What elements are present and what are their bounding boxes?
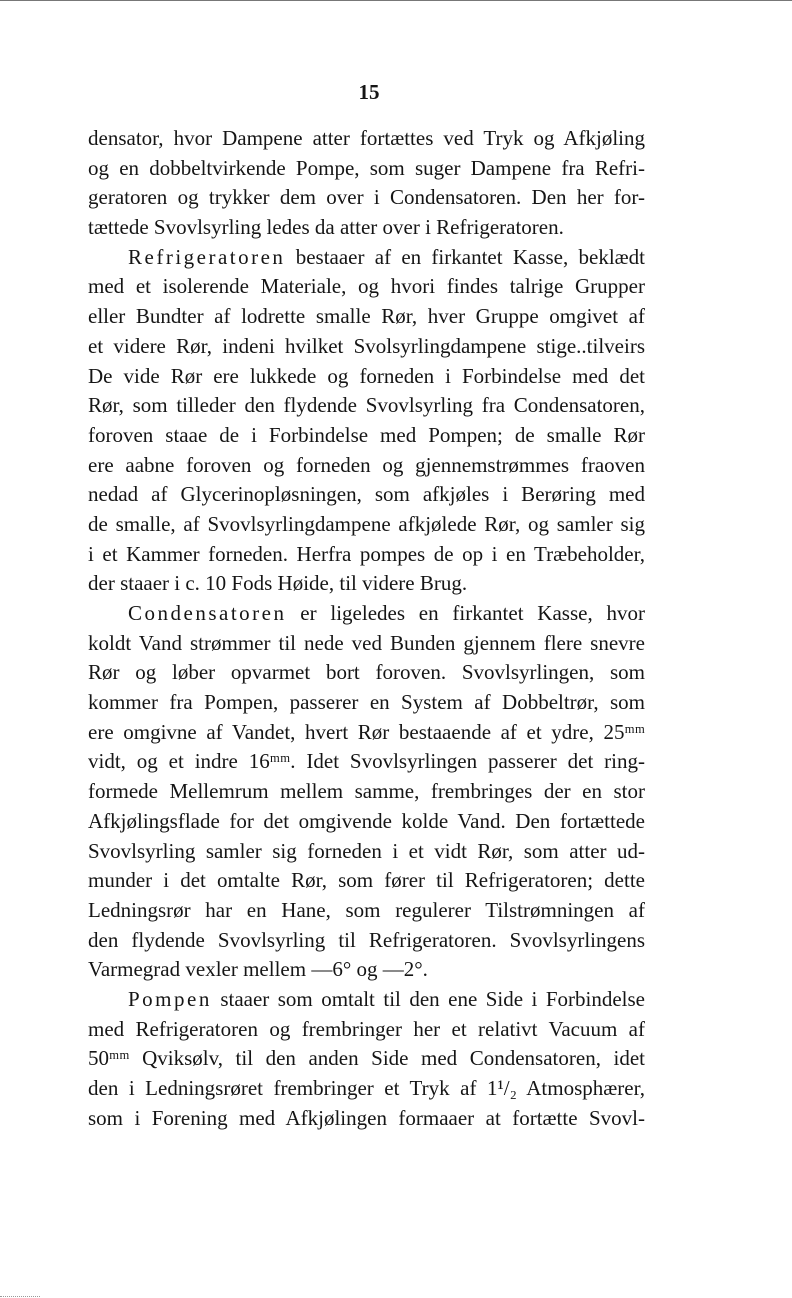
line-text: eller Bundter af lodrette smalle Rør, hver Gruppe omgivet af — [88, 304, 645, 329]
line-text: den i Ledningsrøret frembringer et Tryk af 1¹/₂ Atmosphærer, — [88, 1076, 645, 1100]
text-line — [88, 658, 645, 688]
line-text: nedad af Glycerinopløsningen, som afkjøles i Berøring med — [88, 482, 645, 507]
line-text: 50ᵐᵐ Qviksølv, til den anden Side med Condensatoren, idet — [88, 1046, 645, 1071]
spaced-heading-word: Pompen — [128, 986, 212, 1011]
text-line — [88, 1044, 645, 1074]
line-text: i et Kammer forneden. Herfra pompes de op i en Træbeholder, — [88, 541, 645, 566]
line-text: koldt Vand strømmer til nede ved Bunden gjennem flere snevre — [88, 630, 645, 655]
page-number: 15 — [358, 80, 380, 104]
line-text: med et isolerende Materiale, og hvori findes talrige Grupper — [88, 274, 645, 299]
spaced-heading-word: Condensatoren — [128, 601, 287, 625]
line-text: Afkjølingsflade for det omgivende kolde Vand. Den fortættede — [88, 808, 645, 833]
text-line — [88, 569, 645, 599]
text-line — [88, 391, 645, 421]
line-text: Rør, som tilleder den flydende Svovlsyrling fra Condensatoren, — [88, 393, 645, 418]
line-text: bestaaer af en firkantet Kasse, beklædt — [285, 244, 645, 269]
text-line — [88, 926, 645, 956]
text-line — [88, 807, 645, 837]
line-text: Svovlsyrling samler sig forneden i et vidt Rør, som atter ud- — [88, 838, 645, 863]
line-text: foroven staae de i Forbindelse med Pompen; de smalle Rør — [88, 422, 645, 447]
text-line — [88, 540, 645, 570]
text-line — [88, 985, 645, 1015]
line-text: Rør og løber opvarmet bort foroven. Svovlsyrlingen, som — [88, 660, 645, 685]
line-text: som i Forening med Afkjølingen formaaer at fortætte Svovl- — [88, 1105, 645, 1130]
text-line — [88, 362, 645, 392]
text-line — [88, 599, 645, 629]
text-line — [88, 718, 645, 748]
line-text: Varmegrad vexler mellem —6° og —2°. — [88, 957, 428, 982]
line-text: densator, hvor Dampene atter fortættes ved Tryk og Afkjøling — [88, 126, 645, 150]
text-line — [88, 302, 645, 332]
line-text: ere omgivne af Vandet, hvert Rør bestaaende af et ydre, 25ᵐᵐ — [88, 719, 645, 744]
text-line — [88, 510, 645, 540]
line-text: den flydende Svovlsyrling til Refrigeratoren. Svovlsyrlingens — [88, 927, 645, 952]
line-text: staaer som omtalt til den ene Side i Forbindelse — [211, 986, 645, 1011]
scan-edge-line — [0, 0, 792, 1]
line-text: et videre Rør, indeni hvilket Svolsyrlingdampene stige..tilveirs — [88, 333, 645, 358]
text-line — [88, 213, 645, 243]
body-text — [88, 124, 645, 1133]
text-line — [88, 866, 645, 896]
line-text: formede Mellemrum mellem samme, frembringes der en stor — [88, 779, 645, 804]
line-text: munder i det omtalte Rør, som fører til Refrigeratoren; dette — [88, 868, 645, 893]
text-line — [88, 955, 645, 985]
line-text: er ligeledes en firkantet Kasse, hvor — [286, 601, 645, 625]
line-text: ere aabne foroven og forneden og gjennemstrømmes fraoven — [88, 452, 645, 477]
text-line — [88, 629, 645, 659]
text-line — [88, 688, 645, 718]
line-text: De vide Rør ere lukkede og forneden i Forbindelse med det — [88, 363, 645, 388]
text-line — [88, 124, 645, 154]
text-line — [88, 183, 645, 213]
line-text: kommer fra Pompen, passerer en System af Dobbeltrør, som — [88, 690, 645, 715]
text-line — [88, 272, 645, 302]
line-text: geratoren og trykker dem over i Condensatoren. Den her for- — [88, 185, 645, 210]
text-line — [88, 896, 645, 926]
text-line — [88, 421, 645, 451]
spaced-heading-word: Refrigeratoren — [128, 244, 286, 269]
line-text: vidt, og et indre 16ᵐᵐ. Idet Svovlsyrlingen passerer det ring- — [88, 749, 645, 774]
line-text: og en dobbeltvirkende Pompe, som suger Dampene fra Refri- — [88, 155, 645, 180]
text-line — [88, 747, 645, 777]
text-line — [88, 154, 645, 184]
text-line — [88, 777, 645, 807]
line-text: der staaer i c. 10 Fods Høide, til videre Brug. — [88, 571, 468, 596]
line-text: tættede Svovlsyrling ledes da atter over i Refrigeratoren. — [88, 215, 564, 240]
text-line — [88, 451, 645, 481]
text-line — [88, 480, 645, 510]
line-text: med Refrigeratoren og frembringer her et relativt Vacuum af — [88, 1016, 645, 1041]
text-line — [88, 243, 645, 273]
text-line — [88, 332, 645, 362]
text-line — [88, 837, 645, 867]
text-line — [88, 1104, 645, 1134]
line-text: Ledningsrør har en Hane, som regulerer Tilstrømningen af — [88, 897, 645, 922]
text-line — [88, 1074, 645, 1104]
line-text: de smalle, af Svovlsyrlingdampene afkjølede Rør, og samler sig — [88, 511, 645, 536]
text-line — [88, 1015, 645, 1045]
